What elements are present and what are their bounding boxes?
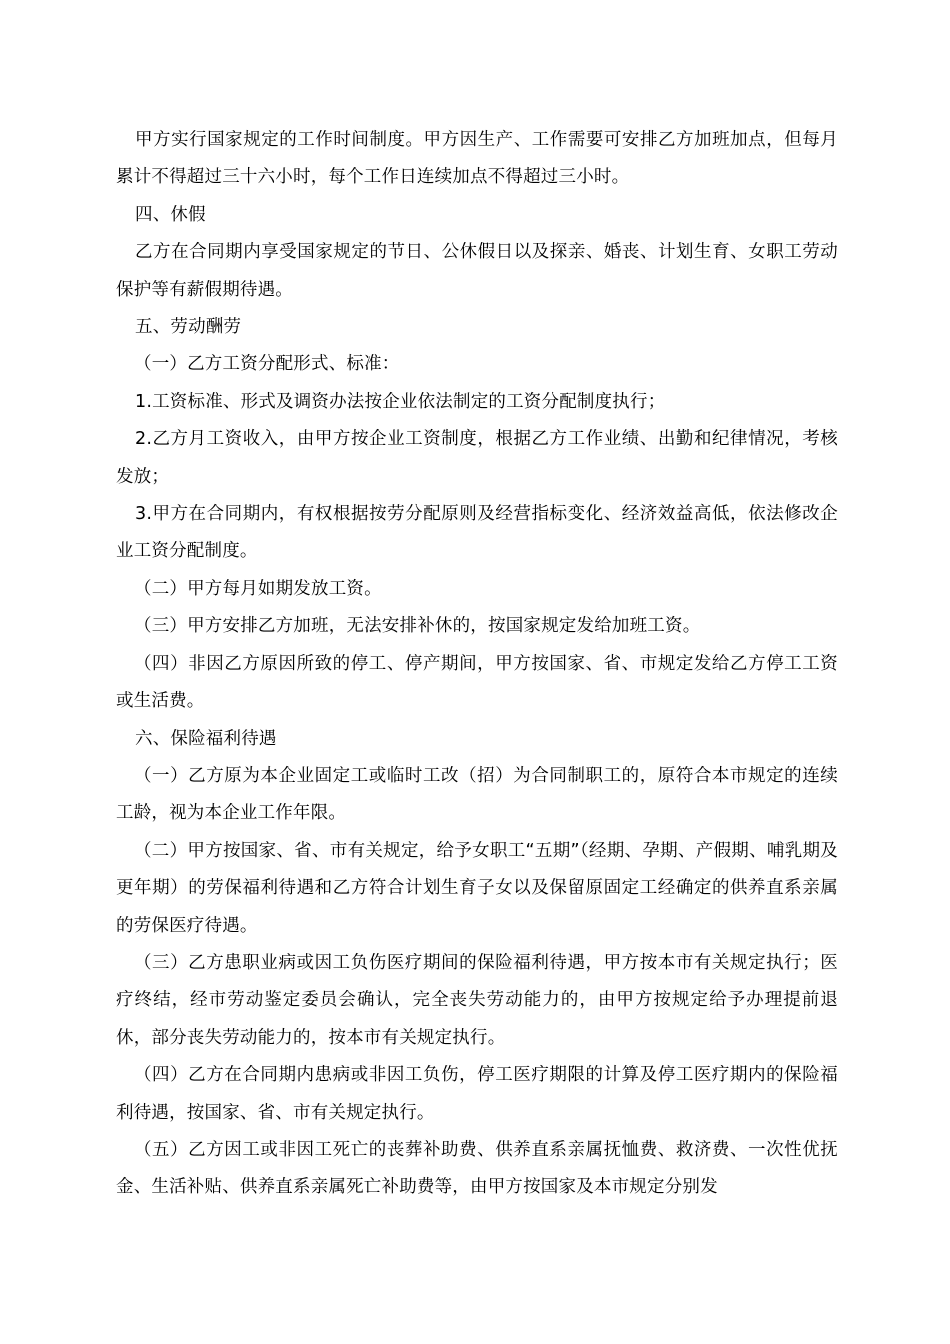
paragraph-wage-item-3: 3.甲方在合同期内，有权根据按劳分配原则及经营指标变化、经济效益高低，依法修改企业工资分配制度。 <box>116 504 838 562</box>
paragraph-wage-item-1: 1.工资标准、形式及调资办法按企业依法制定的工资分配制度执行； <box>135 391 666 412</box>
section-heading-insurance: 六、保险福利待遇 <box>135 728 277 749</box>
document-body <box>116 122 838 1207</box>
paragraph-leave: 乙方在合同期内享受国家规定的节日、公休假日以及探亲、婚丧、计划生育、女职工劳动保护等有薪假期待遇。 <box>116 242 838 300</box>
paragraph-wage-form: （一）乙方工资分配形式、标准： <box>134 354 400 375</box>
paragraph-working-hours: 甲方实行国家规定的工作时间制度。甲方因生产、工作需要可安排乙方加班加点，但每月累计不得超过三十六小时，每个工作日连续加点不得超过三小时。 <box>116 130 838 188</box>
paragraph-insurance-1: （一）乙方原为本企业固定工或临时工改（招）为合同制职工的，原符合本市规定的连续工龄，视为本企业工作年限。 <box>116 765 838 824</box>
section-heading-leave: 四、休假 <box>135 204 206 225</box>
paragraph-insurance-5: （五）乙方因工或非因工死亡的丧葬补助费、供养直系亲属抚恤费、救济费、一次性优抚金、生活补贴、供养直系亲属死亡补助费等，由甲方按国家及本市规定分别发 <box>116 1139 838 1198</box>
paragraph-overtime-pay: （三）甲方安排乙方加班，无法安排补休的，按国家规定发给加班工资。 <box>134 616 701 637</box>
paragraph-monthly-pay: （二）甲方每月如期发放工资。 <box>134 578 382 599</box>
paragraph-wage-item-2: 2.乙方月工资收入，由甲方按企业工资制度，根据乙方工作业绩、出勤和纪律情况，考核发放； <box>116 429 838 487</box>
section-heading-remuneration: 五、劳动酬劳 <box>135 317 242 338</box>
paragraph-shutdown-pay: （四）非因乙方原因所致的停工、停产期间，甲方按国家、省、市规定发给乙方停工工资或生活费。 <box>116 653 838 712</box>
paragraph-insurance-4: （四）乙方在合同期内患病或非因工负伤，停工医疗期限的计算及停工医疗期内的保险福利待遇，按国家、省、市有关规定执行。 <box>116 1065 838 1123</box>
paragraph-insurance-2: （二）甲方按国家、省、市有关规定，给予女职工“五期”（经期、孕期、产假期、哺乳期及更年期）的劳保福利待遇和乙方符合计划生育子女以及保留原固定工经确定的供养直系亲属的劳保医疗待遇。 <box>116 840 838 936</box>
paragraph-insurance-3: （三）乙方患职业病或因工负伤医疗期间的保险福利待遇，甲方按本市有关规定执行；医疗终结，经市劳动鉴定委员会确认，完全丧失劳动能力的，由甲方按规定给予办理提前退休，部分丧失劳动能力的，按本市有关规定执行。 <box>116 952 838 1048</box>
